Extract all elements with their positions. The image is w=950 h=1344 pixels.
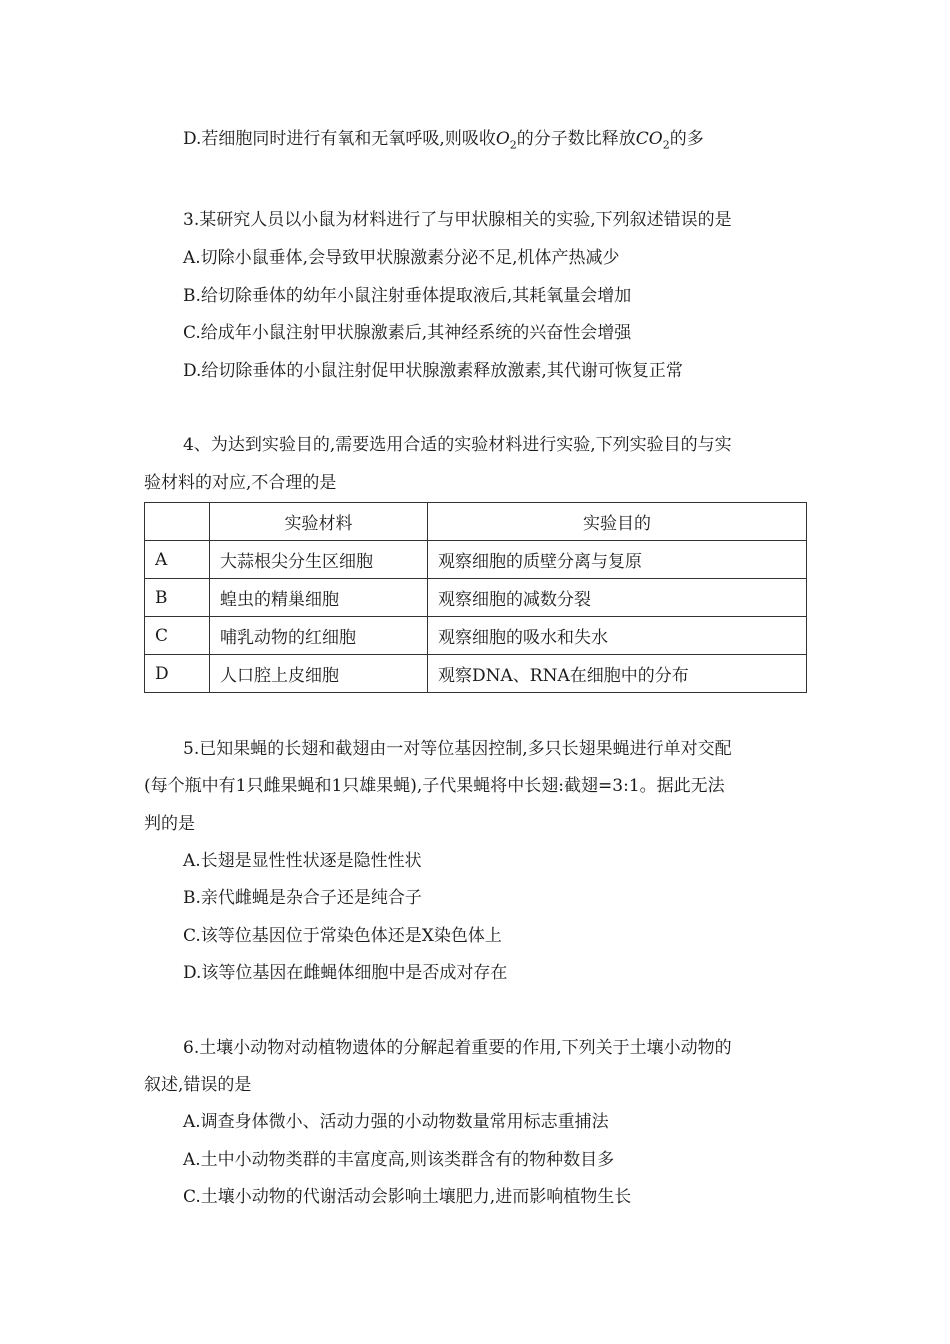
table-header-cell (145, 503, 210, 541)
table-row (145, 617, 807, 655)
q4-table (144, 502, 807, 693)
q5-option-b: B.亲代雌蝇是杂合子还是纯合子 (183, 888, 422, 908)
q3-stem: 3.某研究人员以小鼠为材料进行了与甲状腺相关的实验,下列叙述错误的是 (183, 210, 732, 230)
table-cell: 观察细胞的质壁分离与复原 (428, 541, 807, 579)
q5-option-d: D.该等位基因在雌蝇体细胞中是否成对存在 (183, 963, 508, 983)
q6-option-a: A.调查身体微小、活动力强的小动物数量常用标志重捕法 (183, 1112, 609, 1132)
table-row (145, 541, 807, 579)
q5-option-a: A.长翅是显性性状逐是隐性性状 (183, 851, 422, 871)
q6-option-c: C.土壤小动物的代谢活动会影响土壤肥力,进而影响植物生长 (183, 1187, 632, 1207)
table-header-row (145, 503, 807, 541)
q3-option-a: A.切除小鼠垂体,会导致甲状腺激素分泌不足,机体产热减少 (183, 248, 620, 268)
co2-formula: $CO_2$ (635, 129, 670, 152)
table-row (145, 655, 807, 693)
q6-stem-line1: 6.土壤小动物对动植物遗体的分解起着重要的作用,下列关于土壤小动物的 (183, 1038, 732, 1058)
table-cell: 人口腔上皮细胞 (210, 655, 428, 693)
table-cell: 蝗虫的精巢细胞 (210, 579, 428, 617)
table-header-cell: 实验目的 (428, 503, 807, 541)
table-cell: 大蒜根尖分生区细胞 (210, 541, 428, 579)
table-cell: 观察DNA、RNA在细胞中的分布 (428, 655, 807, 693)
table-row (145, 579, 807, 617)
q4-stem-line1: 4、为达到实验目的,需要选用合适的实验材料进行实验,下列实验目的与实 (183, 435, 732, 455)
table-cell: 观察细胞的减数分裂 (428, 579, 807, 617)
table-cell: 哺乳动物的红细胞 (210, 617, 428, 655)
o2-formula: $O_2$ (495, 129, 517, 152)
q5-stem-line2: (每个瓶中有1只雌果蝇和1只雄果蝇),子代果蝇将中长翅:截翅=3:1。据此无法 (144, 776, 725, 796)
q2-option-d (183, 127, 704, 157)
q3-option-d: D.给切除垂体的小鼠注射促甲状腺激素释放激素,其代谢可恢复正常 (183, 361, 683, 381)
q5-stem-line1: 5.已知果蝇的长翅和截翅由一对等位基因控制,多只长翅果蝇进行单对交配 (183, 739, 732, 759)
q3-option-c: C.给成年小鼠注射甲状腺激素后,其神经系统的兴奋性会增强 (183, 323, 632, 343)
q2-option-d-text-post: 的多 (669, 129, 704, 149)
q2-option-d-text-pre: D.若细胞同时进行有氧和无氧呼吸,则吸收 (183, 129, 496, 149)
table-cell: 观察细胞的吸水和失水 (428, 617, 807, 655)
table-cell: B (145, 579, 210, 617)
q5-stem-line3: 判的是 (144, 814, 195, 834)
q4-stem-line2: 验材料的对应,不合理的是 (144, 473, 337, 493)
table-cell: D (145, 655, 210, 693)
q3-option-b: B.给切除垂体的幼年小鼠注射垂体提取液后,其耗氧量会增加 (183, 286, 632, 306)
table-cell: A (145, 541, 210, 579)
q5-option-c: C.该等位基因位于常染色体还是X染色体上 (183, 926, 502, 946)
table-cell: C (145, 617, 210, 655)
q6-option-b: A.土中小动物类群的丰富度高,则该类群含有的物种数目多 (183, 1150, 615, 1170)
q6-stem-line2: 叙述,错误的是 (144, 1075, 252, 1095)
table-header-cell: 实验材料 (210, 503, 428, 541)
q2-option-d-text-mid: 的分子数比释放 (516, 129, 636, 149)
